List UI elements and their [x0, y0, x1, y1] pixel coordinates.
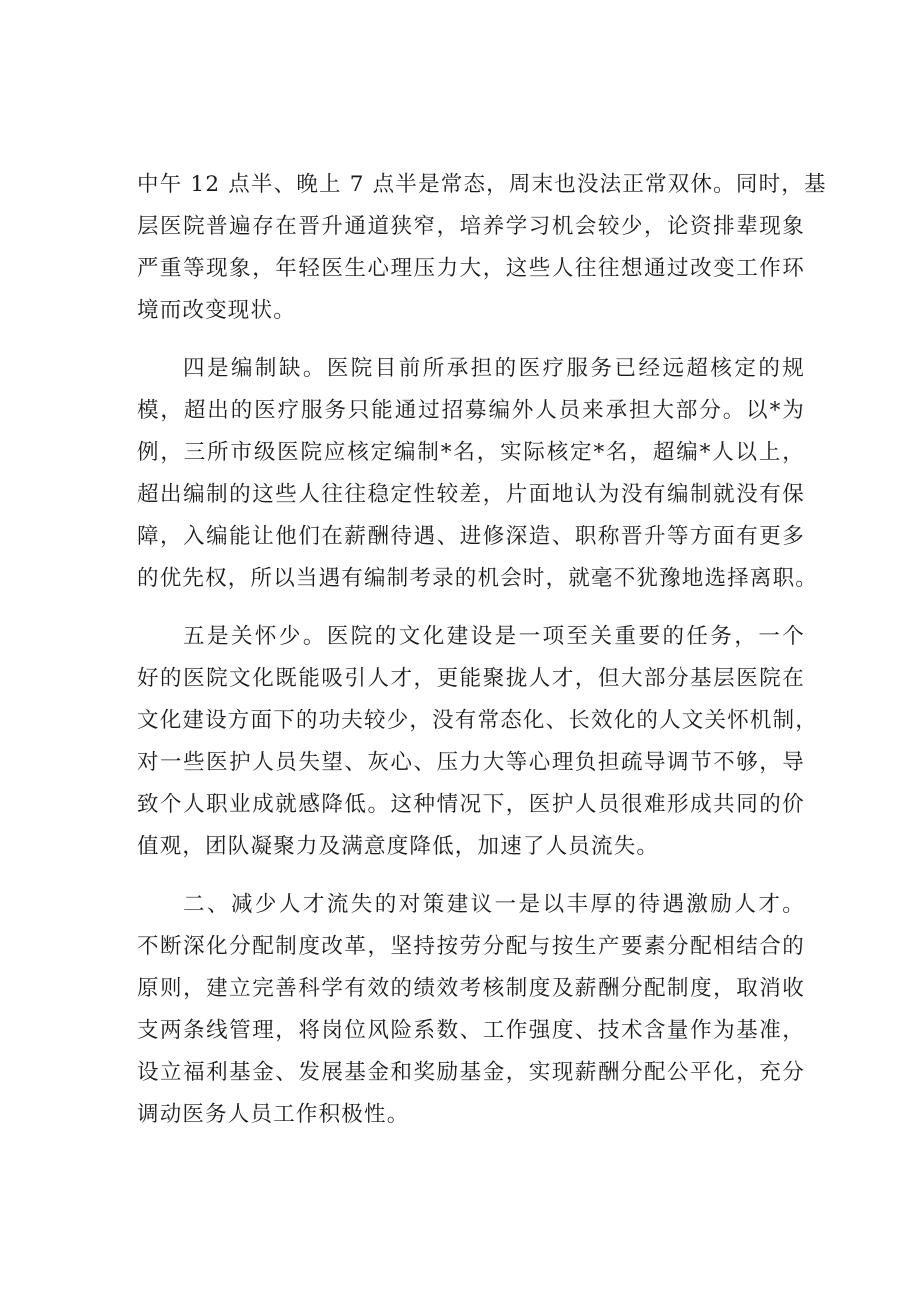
text-line: 支两条线管理，将岗位风险系数、工作强度、技术含量作为基准，: [137, 1018, 805, 1043]
text-line: 超出编制的这些人往往稳定性较差，片面地认为没有编制就没有保: [137, 482, 805, 507]
text-line: 不断深化分配制度改革，坚持按劳分配与按生产要素分配相结合的: [137, 934, 805, 959]
paragraph-working-hours: [137, 164, 827, 332]
text-line: 调动医务人员工作积极性。: [137, 1102, 410, 1127]
paragraph-countermeasures: [137, 884, 805, 1136]
text-line: 四是编制缺。医院目前所承担的医疗服务已经远超核定的规: [183, 356, 805, 381]
text-line: 中午 12 点半、晚上 7 点半是常态，周末也没法正常双休。同时，基: [137, 172, 827, 197]
text-line: 境而改变现状。: [137, 298, 296, 323]
text-line: 对一些医护人员失望、灰心、压力大等心理负担疏导调节不够，导: [137, 750, 805, 775]
text-line: 五是关怀少。医院的文化建设是一项至关重要的任务，一个: [183, 624, 805, 649]
text-line: 值观，团队凝聚力及满意度降低，加速了人员流失。: [137, 834, 660, 859]
text-line: 模，超出的医疗服务只能通过招募编外人员来承担大部分。以*为: [137, 398, 805, 423]
text-line: 文化建设方面下的功夫较少，没有常态化、长效化的人文关怀机制，: [137, 708, 819, 733]
text-line: 致个人职业成就感降低。这种情况下，医护人员很难形成共同的价: [137, 792, 805, 817]
text-line: 好的医院文化既能吸引人才，更能聚拢人才，但大部分基层医院在: [137, 666, 805, 691]
paragraph-staffing-shortage: [137, 348, 819, 600]
text-line: 设立福利基金、发展基金和奖励基金，实现薪酬分配公平化，充分: [137, 1060, 805, 1085]
text-line: 的优先权，所以当遇有编制考录的机会时，就毫不犹豫地选择离职。: [137, 566, 819, 591]
text-line: 例，三所市级医院应核定编制*名，实际核定*名，超编*人以上，: [137, 440, 805, 465]
document-body: [137, 164, 827, 1152]
text-line: 原则，建立完善科学有效的绩效考核制度及薪酬分配制度，取消收: [137, 976, 805, 1001]
text-line: 障，入编能让他们在薪酬待遇、进修深造、职称晋升等方面有更多: [137, 524, 805, 549]
text-line: 二、减少人才流失的对策建议一是以丰厚的待遇激励人才。: [183, 892, 805, 917]
text-line: 严重等现象，年轻医生心理压力大，这些人往往想通过改变工作环: [137, 256, 805, 281]
text-line: 层医院普遍存在晋升通道狭窄，培养学习机会较少，论资排辈现象: [137, 214, 805, 239]
paragraph-lack-of-care: [137, 616, 819, 868]
